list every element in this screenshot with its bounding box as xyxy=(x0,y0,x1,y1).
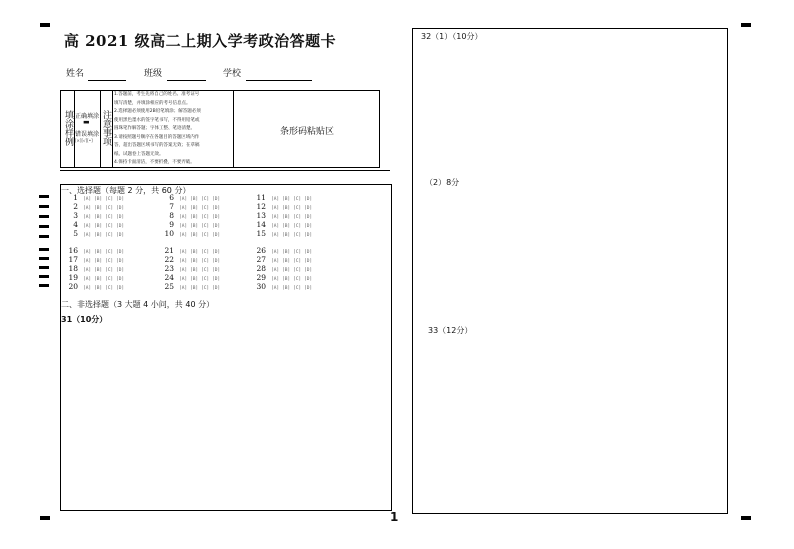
mc-question[interactable]: 29 [A] [B] [C] [D] xyxy=(256,273,313,282)
mc-question[interactable]: 26 [A] [B] [C] [D] xyxy=(256,246,313,255)
note-line: 1.答题前，考生先将自己的姓名、准考证号 xyxy=(114,92,200,97)
mc-question[interactable]: 7 [A] [B] [C] [D] xyxy=(169,202,221,211)
mc-question[interactable]: 22 [A] [B] [C] [D] xyxy=(164,255,221,264)
mc-question[interactable]: 25 [A] [B] [C] [D] xyxy=(164,282,221,291)
note-line: 4.保持卡面清洁，不要折叠，不要弄破。 xyxy=(114,160,195,165)
mc-question[interactable]: 1 [A] [B] [C] [D] xyxy=(73,193,125,202)
note-line: 2.选择题必须使用2B铅笔填涂；解答题必须 xyxy=(114,109,201,114)
class-field[interactable] xyxy=(167,80,206,81)
correct-fill-mark: ▬ xyxy=(83,118,90,126)
mc-question[interactable]: 27 [A] [B] [C] [D] xyxy=(256,255,313,264)
question-32-2-label: （2）8分 xyxy=(425,178,460,187)
wrong-fill-label: 错误填涂 xyxy=(75,131,100,138)
corner-mark-top-right xyxy=(741,23,751,27)
mc-question[interactable]: 23 [A] [B] [C] [D] xyxy=(164,264,221,273)
school-field[interactable] xyxy=(246,80,312,81)
mc-question[interactable]: 20 [A] [B] [C] [D] xyxy=(68,282,125,291)
note-line: 纸、试题卷上答题无效。 xyxy=(114,151,164,157)
class-label: 班级 xyxy=(144,69,163,79)
note-line: 圆珠笔作解答题；字体工整、笔迹清楚。 xyxy=(114,126,195,131)
question-32-1-label: 32（1）（10分） xyxy=(421,32,483,41)
fill-example-header: 填涂样例 xyxy=(63,110,73,146)
question-31-label: 31（10分） xyxy=(61,315,108,324)
mc-question[interactable]: 30 [A] [B] [C] [D] xyxy=(256,282,313,291)
barcode-area-label: 条形码粘贴区 xyxy=(279,127,334,137)
mc-question[interactable]: 4 [A] [B] [C] [D] xyxy=(73,220,125,229)
correct-fill-label: 正确填涂 xyxy=(75,113,100,120)
mc-question[interactable]: 8 [A] [B] [C] [D] xyxy=(169,211,221,220)
corner-mark-bottom-right xyxy=(741,516,751,520)
mc-question[interactable]: 18 [A] [B] [C] [D] xyxy=(68,264,125,273)
box-divider-3 xyxy=(112,90,113,168)
notes-list xyxy=(114,91,232,168)
mc-question[interactable]: 24 [A] [B] [C] [D] xyxy=(164,273,221,282)
question-33-label: 33（12分） xyxy=(428,326,473,335)
note-line: 填写清楚，并填涂相应的考号信息点。 xyxy=(114,100,191,106)
mc-question[interactable]: 28 [A] [B] [C] [D] xyxy=(256,264,313,273)
note-line: 3.请按照题号顺序在各题目的答题区域内作 xyxy=(114,134,200,140)
answer-area-right[interactable] xyxy=(412,28,728,514)
section1-title: 一、选择题（每题 2 分，共 60 分） xyxy=(61,186,191,195)
mc-question[interactable]: 15 [A] [B] [C] [D] xyxy=(256,229,313,238)
mc-question[interactable]: 17 [A] [B] [C] [D] xyxy=(68,255,125,264)
name-field[interactable] xyxy=(88,80,126,81)
mc-question[interactable]: 3 [A] [B] [C] [D] xyxy=(73,211,125,220)
mc-question[interactable]: 6 [A] [B] [C] [D] xyxy=(169,193,221,202)
page-title: 高 2021 级高二上期入学考政治答题卡 xyxy=(63,32,337,50)
separator-line xyxy=(60,170,390,171)
mc-question[interactable]: 13 [A] [B] [C] [D] xyxy=(256,211,313,220)
note-line: 答，超出答题区域书写的答案无效；在草稿 xyxy=(114,143,200,148)
mc-question[interactable]: 11 [A] [B] [C] [D] xyxy=(256,193,313,202)
corner-mark-bottom-left xyxy=(40,516,50,520)
section2-title: 二、非选择题（3 大题 4 小问，共 40 分） xyxy=(61,300,215,309)
mc-question[interactable]: 19 [A] [B] [C] [D] xyxy=(68,273,125,282)
notes-header: 注意事项 xyxy=(101,110,111,146)
note-line: 使用黑色墨水的签字笔书写，不得用铅笔或 xyxy=(114,117,200,123)
page-number: 1 xyxy=(390,510,399,524)
mc-question[interactable]: 5 [A] [B] [C] [D] xyxy=(73,229,125,238)
name-label: 姓名 xyxy=(66,69,85,79)
mc-question[interactable]: 2 [A] [B] [C] [D] xyxy=(73,202,125,211)
mc-question[interactable]: 12 [A] [B] [C] [D] xyxy=(256,202,313,211)
wrong-fill-marks: [×][√][•] xyxy=(75,138,93,143)
mc-question[interactable]: 9 [A] [B] [C] [D] xyxy=(169,220,221,229)
mc-question[interactable]: 16 [A] [B] [C] [D] xyxy=(68,246,125,255)
mc-question[interactable]: 10 [A] [B] [C] [D] xyxy=(164,229,221,238)
mc-question[interactable]: 14 [A] [B] [C] [D] xyxy=(256,220,313,229)
mc-question[interactable]: 21 [A] [B] [C] [D] xyxy=(164,246,221,255)
school-label: 学校 xyxy=(223,69,242,79)
corner-mark-top-left xyxy=(40,23,50,27)
